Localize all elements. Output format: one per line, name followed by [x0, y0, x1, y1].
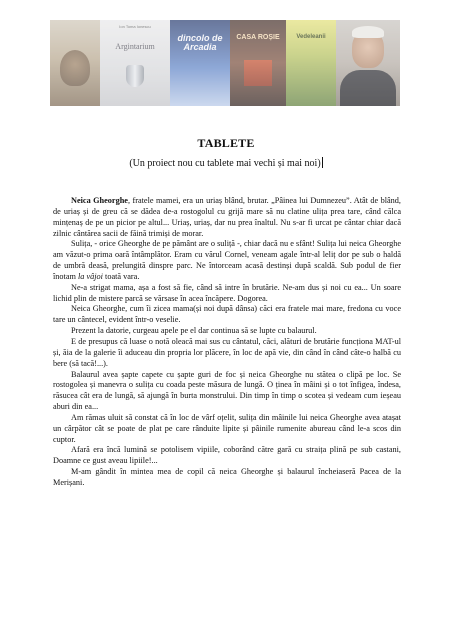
paragraph — [53, 413, 401, 446]
book-cover-casa-rosie — [230, 20, 286, 106]
book-covers-banner — [50, 20, 400, 106]
cover-illustration — [60, 50, 90, 86]
author-portrait — [336, 20, 400, 106]
paragraph-text: Balaurul avea șapte capete cu șapte guri de foc și neica Gheorghe nu stătea o clipă pe loc. Se rostogolea și manevra o sulița cu coada peste măsura de lungă. O ținea în mâini și o tot înfigea, îndesa, răsucea cât era de lungă, să ajungă în burta monstrului. Din timp în timp o scotea și vedeam cum ieșeau aburi din ea... — [53, 369, 401, 412]
paragraph — [53, 326, 401, 337]
document-title: TABLETE — [197, 136, 255, 150]
paragraph-text: M-am gândit în mintea mea de copil că neica Gheorghe și balaurul încheiaseră Pacea de la Merișani. — [53, 467, 401, 487]
paragraph-text: Am rămas uluit să constat că în loc de vârf oțelit, sulița din mâinile lui neica Gheorghe avea atașat un cârpător cât se poate de plat pe care rânduite lipite și pâinile rumenite abureau când le-a scos din cuptor. — [53, 412, 401, 444]
paragraph-text: Ne-a strigat mama, așa a fost să fie, când să intre în brutărie. Ne-am dus și noi cu ea... Un soare lichid plin de mistere parcă se vărsase în acea încăpere. Dogorea. — [53, 282, 401, 303]
cover-title: Vedeleanii — [296, 34, 326, 40]
document-subtitle[interactable] — [0, 157, 452, 169]
paragraph — [53, 467, 401, 489]
book-cover-1 — [50, 20, 100, 106]
paragraph-lead-name: Neica Gheorghe — [71, 196, 128, 205]
paragraph-text: Afară era încă lumină se potolisem vipiile, coborând către gară cu straița plină pe sub castani, Doamne ce gust aveau lipiile!... — [53, 445, 401, 466]
cover-author: Ion Toma Ionescu — [119, 24, 151, 29]
cover-title: dincolo de Arcadia — [177, 33, 223, 52]
paragraph — [53, 337, 401, 370]
paragraph-text: Prezent la datorie, curgeau apele pe el dar continua să se lupte cu balaurul. — [71, 326, 317, 336]
document-body — [53, 196, 401, 489]
book-cover-vedeleanii — [286, 20, 336, 106]
cover-illustration — [126, 65, 144, 87]
portrait-hair — [352, 26, 384, 38]
paragraph — [53, 445, 401, 467]
paragraph — [53, 370, 401, 413]
italic-phrase: la vâjoi — [77, 271, 103, 281]
cover-title: CASA ROȘIE — [236, 34, 280, 41]
cover-title: Argintarium — [115, 42, 155, 51]
paragraph-text: E de presupus că luase o notă oleacă mai sus cu cântatul, căci, alături de brutărie funcționa MAT-ul și, ăia de la galerie îi aduceau din propria lor plăcere, în loc de apă vie, din când în când câte-o halbă cu bere (să tacă!...). — [53, 336, 401, 368]
paragraph-text: , fratele mamei, era un uriaș blând, brutar. „Pâinea lui Dumnezeu”. Atât de blând, de uriaș și de greu că se dădea de-a rostogolul cu grijă mare să nu clatine ulița prea tare, când călca mințenaș de pe un picior pe altul... Uriaș, uriaș, dar nu prea înaltul. Nu s-ar fi urcat pe cântar chiar dacă zilnic cântărea sacii de făină trimiși de morar. — [53, 196, 401, 238]
paragraph-text-end: toată vara. — [102, 271, 140, 281]
paragraph — [53, 239, 401, 282]
paragraph — [53, 304, 401, 326]
paragraph — [53, 196, 401, 239]
paragraph-text: Sulița, - orice Gheorghe de pe pământ are o suliță -, chiar dacă nu e sfânt! Sulița lui neica Gheorghe am văzut-o prima oară întâmplător. Eram cu vărul Cornel, veneam agale într-al leliț dor pe sub o haldă de umbră deasă, prelungită dinspre parc. Ne întorceam acasă destinși după scaldă. Sub podul de fier înotam — [53, 239, 401, 281]
text-cursor — [322, 157, 323, 168]
book-cover-argintarium — [100, 20, 170, 106]
cover-illustration — [244, 60, 272, 86]
paragraph-text: Neica Gheorghe, cum îi zicea mama(și noi după dânsa) căci era fratele mai mare, fredona cu voce tare un cântecel, evident într-o veselie. — [53, 304, 401, 325]
subtitle-text: (Un proiect nou cu tablete mai vechi și mai noi) — [129, 158, 321, 169]
paragraph — [53, 283, 401, 305]
portrait-body — [340, 70, 396, 106]
book-cover-arcadia — [170, 20, 230, 106]
